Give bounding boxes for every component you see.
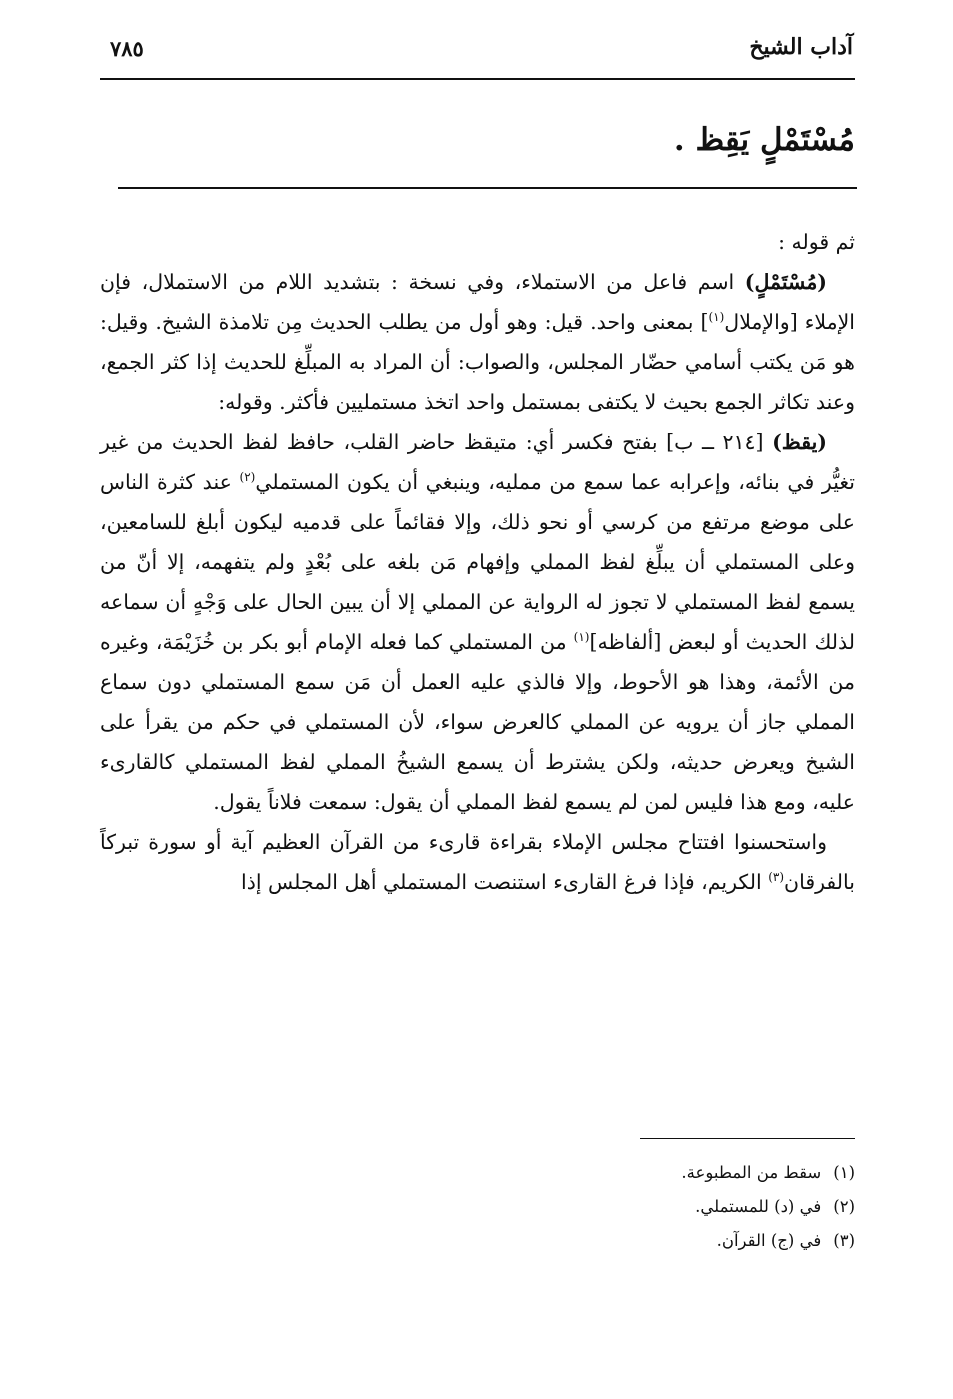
- paragraph: [100, 262, 855, 422]
- paragraph: [100, 422, 855, 822]
- footnote-text: سقط من المطبوعة.: [681, 1163, 822, 1182]
- text-segment: [٢١٤ ــ ب] بفتح فكسر أي: متيقظ حاضر القلب، حافظ لفظ الحديث من غير تغيُّر في بنائه، وإعرابه عما سمع من ممليه، وينبغي أن يكون المستملي: [100, 430, 856, 494]
- footnote: [100, 1224, 855, 1258]
- page-number: ٧٨٥: [110, 36, 144, 61]
- commentary-text: [100, 222, 855, 902]
- text-segment: الكريم، فإذا فرغ القارىء استنصت المستملي أهل المجلس إذا: [241, 870, 769, 894]
- footnote-rule: [640, 1138, 855, 1139]
- poem-verse: مُسْتَمْلٍ يَقِظ .: [673, 122, 855, 158]
- verse-rule: [118, 187, 857, 189]
- text-segment: واستحسنوا افتتاح مجلس الإملاء بقراءة قارىء من القرآن العظيم آية أو سورة تبركاً بالفرقان: [100, 830, 855, 894]
- commented-term: (يقظ): [772, 430, 828, 454]
- footnote-number: (٣): [833, 1231, 855, 1250]
- running-head-title: آداب الشيخ: [749, 34, 853, 60]
- footnote-ref: (٣): [768, 870, 785, 885]
- text-segment: من المستملي كما فعله الإمام أبو بكر بن خُزَيْمَة، وغيره من الأئمة، وهذا هو الأحوط، وإلا فالذي عليه العمل أن مَن سمع المستملي دون سماع المملي جاز أن يرويه عن المملي كالعرض سواء، لأن المستملي في حكم من يقرأ على الشيخ ويعرض حديثه، ولكن يشترط أن يسمع الشيخُ المملي لفظ المستملي كالقارىء عليه، ومع هذا فليس لمن لم يسمع لفظ المملي أن يقول: سمعت فلاناً يقول.: [100, 630, 855, 814]
- footnote-ref: (١): [573, 630, 590, 645]
- footnote: [100, 1156, 855, 1190]
- footnote-text: في (د) للمستملي.: [695, 1197, 822, 1216]
- footnote-number: (١): [833, 1163, 855, 1182]
- footnotes: [100, 1156, 855, 1258]
- commented-term: (مُسْتَمْلٍ): [744, 270, 827, 294]
- footnote-text: في (ج) القرآن.: [716, 1231, 822, 1250]
- text-segment: عند كثرة الناس على موضع مرتفع من كرسي أو نحو ذلك، وإلا فقائماً على قدميه ليكون أبلغ للسامعين، وعلى المستملي أن يبلِّغ لفظ المملي وإفهام مَن بلغه على بُعْدٍ ولم يتفهمه، إلا أنّ من يسمع لفظ المستملي لا تجوز له الرواية عن المملي إلا أن يبين الحال على وَجْهٍ أن سماعه لذلك الحديث أو لبعض [ألفاظه]: [100, 470, 855, 654]
- paragraph: [100, 822, 855, 902]
- footnote-number: (٢): [833, 1197, 855, 1216]
- paragraph: [100, 222, 855, 262]
- text-segment: ] بمعنى واحد. قيل: وهو أول من يطلب الحديث مِن تلامذة الشيخ. وقيل: هو مَن يكتب أسامي حضّار المجلس، والصواب: أن المراد به المبلِّغ للحديث إذا كثر الجمع، وعند تكاثر الجمع بحيث لا يكتفى بمستمل واحد اتخذ مستمليين فأكثر. وقوله:: [100, 310, 855, 414]
- header-rule: [100, 78, 855, 80]
- footnote-ref: (١): [708, 310, 725, 325]
- running-head: [100, 34, 853, 74]
- text-segment: ثم قوله :: [778, 230, 855, 254]
- footnote: [100, 1190, 855, 1224]
- text-segment: اسم فاعل من الاستملاء، وفي نسخة : بتشديد اللام من الاستملال، فإن الإملاء [والإملال: [100, 270, 855, 334]
- footnote-ref: (٢): [239, 470, 256, 485]
